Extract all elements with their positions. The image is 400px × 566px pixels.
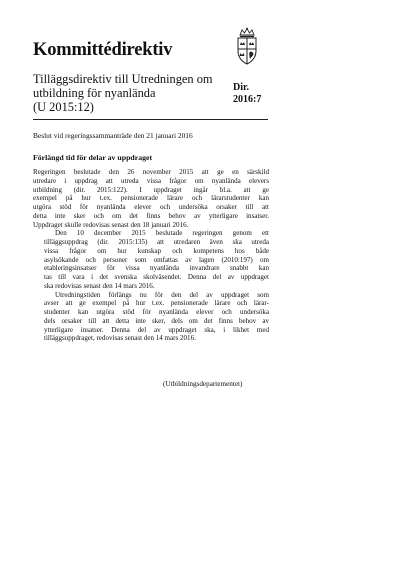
text-line: utgöra stöd för nyanlända elever och undersöka orsaker till att xyxy=(33,203,269,211)
directive-number-block xyxy=(233,82,261,106)
text-line: ytterligare insatser. Denna del av uppdraget ska, i likhet med xyxy=(44,325,269,334)
text-line: dels orsaker till att detta inte sker, dels om det finns behov av xyxy=(44,316,269,325)
text-line: Regeringen beslutade den 26 november 2015 att ge en särskild xyxy=(33,168,269,176)
text-line: etableringsinsatser för vissa nyanlända invandrare snabbt kan xyxy=(44,264,269,273)
text-line: Den 10 december 2015 beslutade regeringen genom ett xyxy=(55,229,269,238)
title-line: (U 2015:12) xyxy=(33,100,94,115)
text-line: utredare i uppdrag att utreda vissa frågor om nyanlända elevers xyxy=(33,176,269,185)
text-line: tilläggsuppdraget, redovisas senast den 14 mars 2016. xyxy=(44,334,196,343)
header-divider xyxy=(33,119,268,120)
text-line: Utredningstiden förlängs nu för den del av uppdraget som xyxy=(55,290,269,299)
paragraph xyxy=(33,291,269,344)
text-line: vissa frågor om hur kunskap och kompetens hos både xyxy=(44,246,269,255)
text-line: tilläggsuppdrag (dir. 2015:135) att utredaren även ska utreda xyxy=(44,238,269,246)
title-line: Tilläggsdirektiv till Utredningen om xyxy=(33,72,213,86)
text-line: exempel på hur t.ex. pensionerade lärare och lärarstudenter kan xyxy=(33,194,269,203)
paragraph xyxy=(33,168,269,229)
department-signoff: (Utbildningsdepartementet) xyxy=(163,380,243,388)
title-line: utbildning för nyanlända xyxy=(33,86,156,101)
body-text xyxy=(33,168,269,343)
text-line: avser att ge exempel på hur t.ex. pensionerade lärare och lärar- xyxy=(44,299,269,308)
swedish-coat-of-arms-icon xyxy=(232,27,262,67)
text-line: Uppdraget skulle redovisas senast den 18 januari 2016. xyxy=(33,220,189,229)
decision-line: Beslut vid regeringssammanträde den 21 januari 2016 xyxy=(33,131,193,140)
text-line: ska redovisas senast den 14 mars 2016. xyxy=(44,281,155,290)
document-title xyxy=(33,72,233,115)
paragraph xyxy=(33,229,269,290)
text-line: utbildning (dir. 2015:122). I uppdraget ingår bl.a. att ge xyxy=(33,185,269,194)
directive-label: Dir. xyxy=(233,82,250,93)
document-type: Kommittédirektiv xyxy=(33,40,173,60)
directive-number: 2016:7 xyxy=(233,94,262,105)
section-heading: Förlängd tid för delar av uppdraget xyxy=(33,153,153,162)
text-line: asylsökande och personer som omfattas av lagen (2010:197) om xyxy=(44,255,269,264)
text-line: tas till vara i det svenska skolväsendet. Denna del av uppdraget xyxy=(44,273,269,281)
text-line: studenter kan utgöra stöd för nyanlända elever och undersöka xyxy=(44,308,269,316)
text-line: detta inte sker och om det finns behov av ytterligare insatser. xyxy=(33,211,269,220)
